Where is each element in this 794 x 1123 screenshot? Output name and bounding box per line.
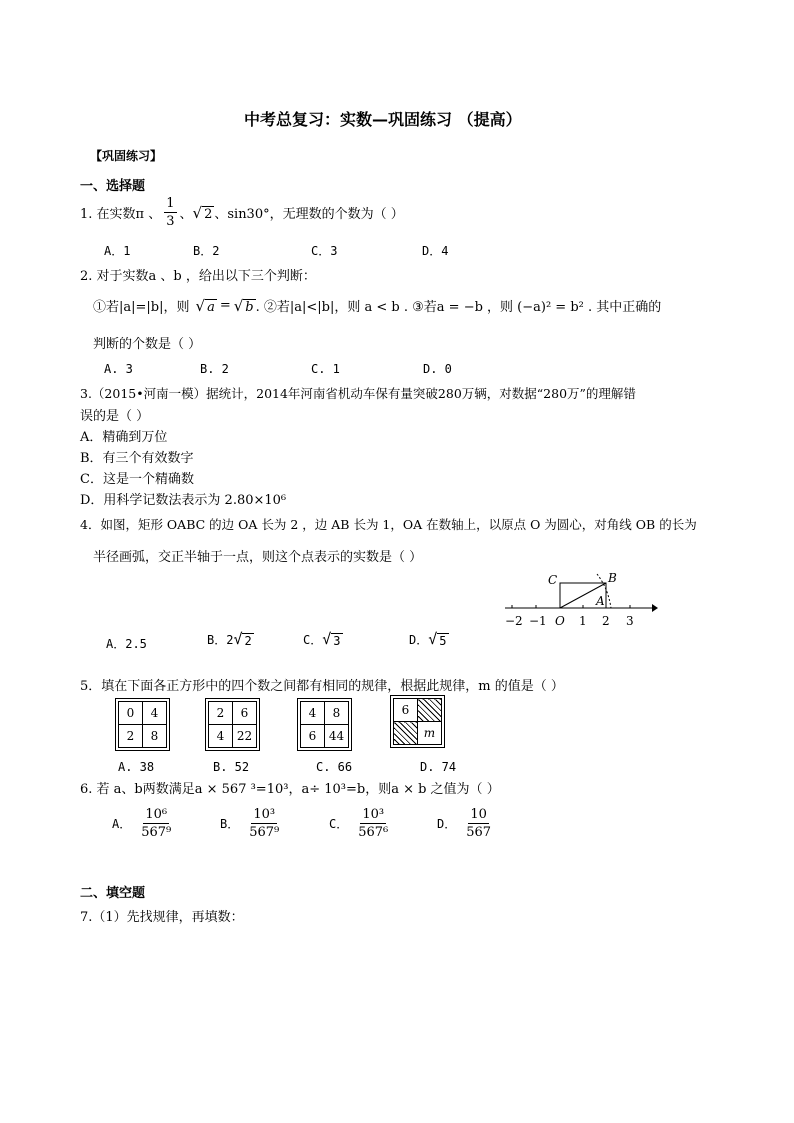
q1-sep: 、 — [179, 207, 193, 222]
q1-option-a: A．1 — [104, 244, 131, 258]
q6-option-d-num: 10 — [470, 807, 487, 822]
q2-line3: 判断的个数是（ ） — [93, 337, 202, 352]
q4-option-b — [207, 630, 254, 648]
q6-option-b-den: 567⁹ — [249, 825, 280, 840]
q1-option-c: C．3 — [311, 244, 338, 258]
q1-rest: 、sin30°，无理数的个数为（ ） — [214, 207, 404, 222]
q2-line2b: . ②若|a|<|b|，则 a < b . ③若a = −b ，则 (−a)² = b² . 其中正确的 — [255, 300, 662, 315]
q5-option-c: C. 66 — [316, 760, 353, 774]
section-heading-choice: 一、选择题 — [80, 179, 146, 194]
q5-option-a: A. 38 — [118, 760, 155, 774]
question-1 — [80, 197, 404, 228]
q2-eq: = — [219, 298, 231, 313]
q4-option-d-sqrt-value: 5 — [439, 634, 447, 648]
q6-option-c — [329, 808, 390, 839]
q6-option-b — [220, 808, 281, 839]
q2-option-b: B. 2 — [200, 362, 229, 376]
q4-option-d — [409, 630, 449, 648]
q5-square-4-unknown-m: m — [418, 722, 442, 745]
q6-option-b-label: B． — [220, 817, 240, 831]
q5-square-1-cell: 2 — [119, 725, 143, 748]
q1-fraction-den: 3 — [166, 214, 175, 229]
q4-option-d-prefix: D． — [409, 632, 429, 647]
q5-square-2-cell: 6 — [233, 702, 257, 725]
q6-line1: 6. 若 a、b两数满足a × 567 ³=10³，a÷ 10³=b，则a × b 之值为（ ） — [80, 782, 500, 797]
q6-option-d-label: D． — [437, 817, 457, 831]
q6-option-a-label: A． — [112, 817, 132, 831]
q5-square-1-cell: 8 — [143, 725, 167, 748]
q3-line1: 3.（2015•河南一模）据统计，2014年河南省机动车保有量突破280万辆，对数据“280万”的理解错 — [80, 386, 636, 401]
q6-option-c-den: 567⁶ — [358, 825, 389, 840]
q6-option-d — [437, 808, 493, 839]
q6-option-d-den: 567 — [466, 825, 492, 840]
tick-label-2: 2 — [602, 614, 610, 628]
tick-label-origin: O — [555, 614, 565, 628]
q7-line1: 7.（1）先找规律，再填数： — [80, 910, 244, 925]
q1-sqrt: √ 2 — [192, 203, 213, 222]
q6-option-b-num: 10³ — [253, 807, 276, 822]
q5-square-2-cell: 4 — [209, 725, 233, 748]
q4-option-a: A．2.5 — [106, 637, 147, 651]
q5-square-3-cell: 4 — [301, 702, 325, 725]
q2-sqrt-a-value: a — [207, 299, 215, 315]
q5-square-1-cell: 0 — [119, 702, 143, 725]
q3-option-d: D．用科学记数法表示为 2.80×10⁶ — [80, 493, 287, 508]
q4-option-d-sqrt: √ 5 — [428, 630, 447, 648]
q5-square-4 — [390, 695, 445, 748]
tick-label-1: 1 — [579, 614, 587, 628]
q3-option-a: A．精确到万位 — [80, 430, 168, 445]
q5-square-3-cell: 8 — [325, 702, 349, 725]
q4-option-c — [303, 630, 343, 648]
q1-prefix: 1. 在实数π 、 — [80, 207, 162, 222]
q2-option-c: C. 1 — [311, 362, 340, 376]
q5-square-2 — [205, 698, 260, 751]
q5-square-3-cell: 6 — [301, 725, 325, 748]
q6-option-a-num: 10⁶ — [145, 807, 168, 822]
q6-option-c-label: C． — [329, 817, 349, 831]
q4-option-c-sqrt: √ 3 — [322, 630, 341, 648]
q1-fraction-num: 1 — [166, 196, 175, 211]
label-b: B — [608, 571, 617, 585]
q2-sqrt-b: √ b — [233, 296, 254, 315]
q5-square-3-cell: 44 — [325, 725, 349, 748]
number-line-arrow — [652, 604, 658, 612]
q2-line1: 2. 对于实数a 、b ，给出以下三个判断： — [80, 269, 316, 284]
q2-option-a: A. 3 — [104, 362, 133, 376]
q1-option-d: D．4 — [422, 244, 449, 258]
section-heading-fill: 二、填空题 — [80, 886, 146, 901]
q4-number-line-figure — [500, 568, 660, 632]
q6-option-c-num: 10³ — [362, 807, 385, 822]
q5-square-4-hatched-cell — [394, 722, 418, 745]
q5-square-3 — [297, 698, 352, 751]
q5-square-1 — [115, 698, 170, 751]
q2-option-d: D. 0 — [423, 362, 452, 376]
q5-option-d: D. 74 — [420, 760, 457, 774]
q3-option-b: B．有三个有效数字 — [80, 451, 194, 466]
label-a: A — [596, 594, 605, 608]
q5-square-2-cell: 2 — [209, 702, 233, 725]
q6-option-a-den: 567⁹ — [141, 825, 172, 840]
q5-option-b: B. 52 — [213, 760, 250, 774]
q5-square-4-hatched-cell — [418, 699, 442, 722]
q1-sqrt-value: 2 — [204, 206, 213, 222]
q4-line2: 半径画弧，交正半轴于一点，则这个点表示的实数是（ ） — [93, 550, 423, 565]
q1-option-b: B．2 — [193, 244, 220, 258]
q5-square-2-cell: 22 — [233, 725, 257, 748]
q2-line2 — [93, 296, 661, 315]
q3-option-c: C．这是一个精确数 — [80, 472, 194, 487]
tick-label-3: 3 — [626, 614, 634, 628]
q4-option-c-sqrt-value: 3 — [333, 634, 341, 648]
q2-sqrt-a: √ a — [195, 296, 215, 315]
q1-fraction — [164, 197, 176, 228]
tick-label-minus1: −1 — [529, 614, 547, 628]
q2-sqrt-b-value: b — [245, 299, 254, 315]
q3-line2: 误的是（ ） — [80, 409, 150, 424]
tick-label-minus2: −2 — [505, 614, 523, 628]
q5-square-4-cell: 6 — [394, 699, 418, 722]
q5-square-1-cell: 4 — [143, 702, 167, 725]
q4-option-b-sqrt-value: 2 — [244, 634, 252, 648]
q4-option-b-prefix: B．2 — [207, 632, 234, 647]
q4-option-c-prefix: C． — [303, 632, 323, 647]
label-c: C — [548, 573, 558, 587]
section-tag: 【巩固练习】 — [90, 149, 163, 163]
q4-option-b-sqrt: √ 2 — [233, 630, 252, 648]
q4-line1: 4．如图，矩形 OABC 的边 OA 长为 2 ，边 AB 长为 1，OA 在数轴上，以原点 O 为圆心，对角线 OB 的长为 — [80, 517, 697, 532]
q2-line2a: ①若|a|=|b|，则 — [93, 300, 190, 315]
q5-line1: 5．填在下面各正方形中的四个数之间都有相同的规律，根据此规律，m 的值是（ ） — [80, 679, 564, 694]
page-title: 中考总复习：实数—巩固练习 （提高） — [244, 110, 522, 129]
q6-option-a — [112, 808, 173, 839]
